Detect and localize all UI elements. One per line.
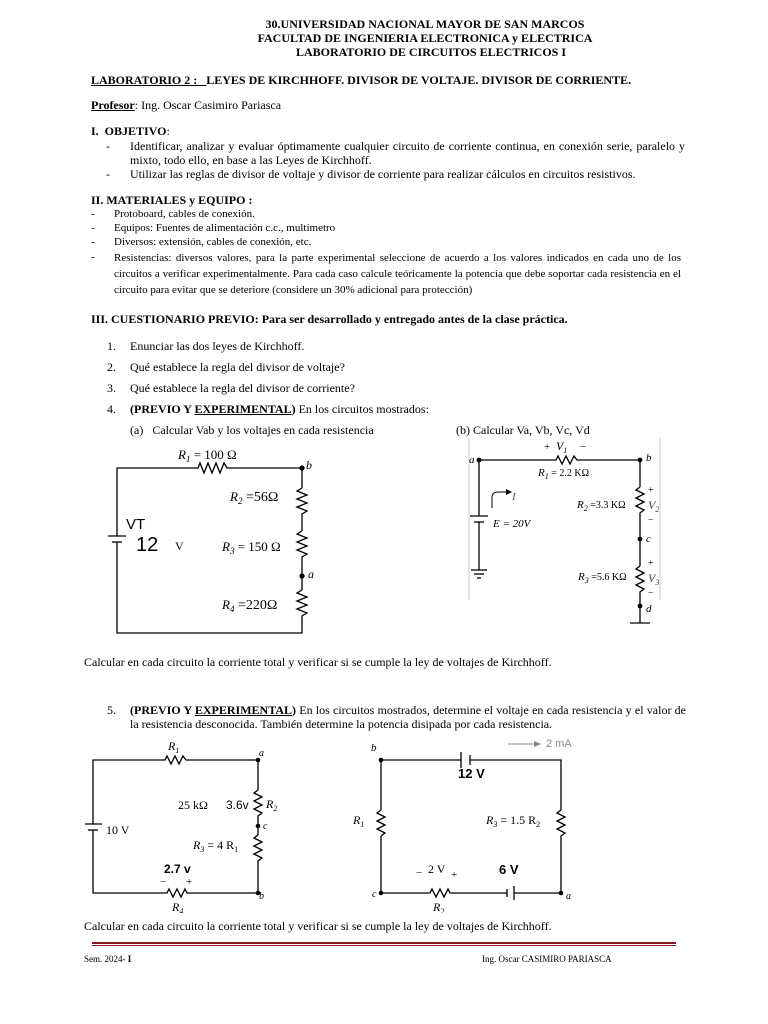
question-number: 3.	[107, 381, 116, 395]
footer-divider-top	[92, 942, 676, 944]
circuit-d-r2-label: $R_2$	[433, 900, 445, 913]
question-number: 5.	[107, 703, 116, 717]
circuit-b-node-a: a	[469, 454, 475, 466]
node-a-dot	[559, 891, 564, 896]
circuit-d-r2-plus: +	[451, 869, 458, 881]
circuit-b-v2-plus: +	[648, 485, 654, 496]
circuit-c-r2-label: $R_2$	[266, 797, 278, 813]
circuit-b-v1-label: $V_1$	[556, 439, 568, 455]
question-5-footer: Calcular en cada circuito la corriente total y verificar si se cumple la ley de voltajes de Kirchhoff.	[84, 919, 552, 933]
circuit-b-v2-minus: −	[648, 515, 654, 526]
node-a-dot	[299, 573, 304, 578]
circuit-c-r3-label: $R_3 = 4$ $R_1$	[193, 838, 239, 854]
materiales-item-4: Resistencias: diversos valores, para la parte experimental seleccione de acuerdo a los valores indicados en cada uno de los circuitos a verificar experimentalmente. Para cada caso calcule teóricamente la potencia que debe soportar cada resistencia en el circuito para evitar que se deteriore (considere un 30% adicional para protección)	[114, 252, 681, 296]
circuit-c-source-label: 10 V	[106, 823, 130, 837]
materiales-item-3: Diversos: extensión, cables de conexión, etc.	[114, 236, 312, 248]
circuit-c-r4-plus: +	[186, 876, 193, 888]
question-2: Qué establece la regla del divisor de voltaje?	[130, 360, 345, 374]
question-number: 4.	[107, 402, 116, 416]
circuit-d-node-a: a	[566, 891, 571, 902]
circuit-a-r1-label: $R_1 = 100$ Ω	[178, 447, 237, 464]
circuit-b-v1-minus: −	[580, 441, 587, 453]
circuit-c-node-c: c	[263, 821, 268, 832]
circuit-d-r2-minus: −	[416, 867, 423, 879]
circuit-b-r2-label: $R_2 =3.3$ KΩ	[577, 499, 626, 513]
circuit-d-diagram	[345, 733, 595, 913]
circuit-b-v1-plus: +	[544, 441, 551, 453]
lab-title: LABORATORIO 2 : LEYES DE KIRCHHOFF. DIVISOR DE VOLTAJE. DIVISOR DE CORRIENTE.	[91, 73, 632, 87]
circuit-c-r4-measured: 2.7 v	[164, 862, 191, 876]
circuit-d-node-b: b	[371, 742, 377, 754]
materiales-item-2: Equipos: Fuentes de alimentación c.c., multímetro	[114, 222, 336, 234]
circuit-c-r4-minus: −	[160, 876, 167, 888]
node-b-dot	[299, 465, 304, 470]
circuit-a-r3-label: $R_3 = 150$ Ω	[222, 539, 281, 556]
objetivo-heading: I. OBJETIVO:	[91, 124, 170, 138]
circuit-d-source-top: 12 V	[458, 766, 485, 781]
question-number: 1.	[107, 339, 116, 353]
bullet-dash: -	[106, 167, 110, 181]
node-d-dot	[638, 604, 643, 609]
circuit-a-r2-label: $R_2 =56\Omega$	[230, 489, 279, 506]
profesor-line: Profesor: Ing. Oscar Casimiro Pariasca	[91, 98, 282, 112]
circuit-d-source-bottom: 6 V	[499, 862, 519, 877]
node-b-dot	[638, 458, 643, 463]
cuestionario-heading: III. CUESTIONARIO PREVIO: Para ser desarrollado y entregado antes de la clase práctica.	[91, 312, 568, 326]
circuit-d-r3-label: $R_3 = 1.5$ $R_2$	[486, 813, 541, 829]
circuit-b-r3-label: $R_3 =5.6$ KΩ	[578, 571, 627, 585]
circuit-c-node-b: b	[259, 891, 264, 902]
node-a-dot	[477, 458, 482, 463]
bullet-dash: -	[91, 236, 95, 248]
objetivo-item-1: Identificar, analizar y evaluar óptimamente cualquier circuito de corriente continua, en conexión serie, paralelo y mixto, todo ello, en base a las Leyes de Kirchhoff.	[130, 139, 685, 167]
circuit-d-r1-label: $R_1$	[353, 813, 365, 829]
question-number: 2.	[107, 360, 116, 374]
header-faculty: FACULTAD DE INGENIERIA ELECTRONICA y ELECTRICA	[257, 31, 593, 45]
circuit-a-vt-unit: V	[175, 539, 184, 553]
circuit-b-v3-label: $V_3$	[648, 571, 660, 587]
circuit-a-node-b: b	[306, 458, 312, 472]
question-3: Qué establece la regla del divisor de corriente?	[130, 381, 355, 395]
footer-author: Ing. Oscar CASIMIRO PARIASCA	[482, 954, 612, 964]
question-5: (PREVIO Y EXPERIMENTAL) En los circuitos mostrados, determine el voltaje en cada resistencia y el valor de la resistencia desconocida. También determine la potencia disipada por cada resistencia.	[130, 703, 686, 731]
circuit-a-vt-value: 12	[136, 534, 159, 556]
circuit-b-r1-label: $R_1 = 2.2$ KΩ	[538, 467, 590, 481]
bullet-dash: -	[106, 139, 110, 153]
question-4-sub-a: (a) Calcular Vab y los voltajes en cada resistencia	[130, 423, 374, 437]
circuit-d-r2-voltage: 2 V	[428, 862, 446, 876]
node-c-dot	[638, 537, 643, 542]
circuit-b-source-label: E = 20V	[493, 518, 531, 530]
node-c-dot	[256, 824, 261, 829]
header-university: 30.UNIVERSIDAD NACIONAL MAYOR DE SAN MARCOS	[265, 17, 585, 31]
circuit-b-v3-plus: +	[648, 558, 654, 569]
circuit-c-node-a: a	[259, 748, 264, 759]
circuit-c-r2-measured: 3.6v	[226, 798, 249, 812]
circuit-b-v3-minus: −	[648, 588, 654, 599]
header-lab: LABORATORIO DE CIRCUITOS ELECTRICOS I	[295, 45, 567, 59]
materiales-heading: II. MATERIALES y EQUIPO :	[91, 193, 253, 207]
materiales-item-1: Protoboard, cables de conexión.	[114, 208, 255, 220]
circuit-b-diagram	[460, 436, 675, 626]
circuit-a-r4-label: $R_4 =220\Omega$	[222, 597, 278, 614]
circuit-c-r4-label: $R_4$	[172, 900, 184, 913]
circuit-b-node-b: b	[646, 452, 652, 464]
circuit-b-v2-label: $V_2$	[648, 498, 660, 514]
circuit-b-node-d: d	[646, 603, 652, 615]
bullet-dash: -	[91, 208, 95, 220]
circuit-d-node-c: c	[372, 889, 377, 900]
circuit-b-node-c: c	[646, 533, 651, 545]
circuit-d-current: 2 mA	[546, 738, 572, 750]
question-4: (PREVIO Y EXPERIMENTAL) En los circuitos mostrados:	[130, 402, 429, 416]
circuit-c-diagram	[85, 733, 285, 913]
footer-semester: Sem. 2024- I	[84, 954, 132, 964]
circuit-c-r2-value: 25 kΩ	[178, 798, 208, 812]
node-b-dot	[379, 758, 384, 763]
circuit-a-node-a: a	[308, 567, 314, 581]
footer-divider-bottom	[92, 945, 676, 946]
bullet-dash: -	[91, 251, 95, 263]
circuit-a-vt-label: VT	[126, 516, 146, 533]
circuit-b-current-label: I	[512, 491, 516, 503]
circuit-a-diagram	[100, 442, 330, 642]
question-4-sub-b: (b) Calcular Va, Vb, Vc, Vd	[456, 423, 590, 437]
circuit-c-r1-label: $R_1$	[168, 739, 180, 755]
objetivo-item-2: Utilizar las reglas de divisor de voltaje y divisor de corriente para realizar cálculos en circuitos resistivos.	[130, 167, 636, 181]
question-1: Enunciar las dos leyes de Kirchhoff.	[130, 339, 305, 353]
node-c-dot	[379, 891, 384, 896]
bullet-dash: -	[91, 222, 95, 234]
question-4-footer: Calcular en cada circuito la corriente total y verificar si se cumple la ley de voltajes de Kirchhoff.	[84, 655, 552, 669]
